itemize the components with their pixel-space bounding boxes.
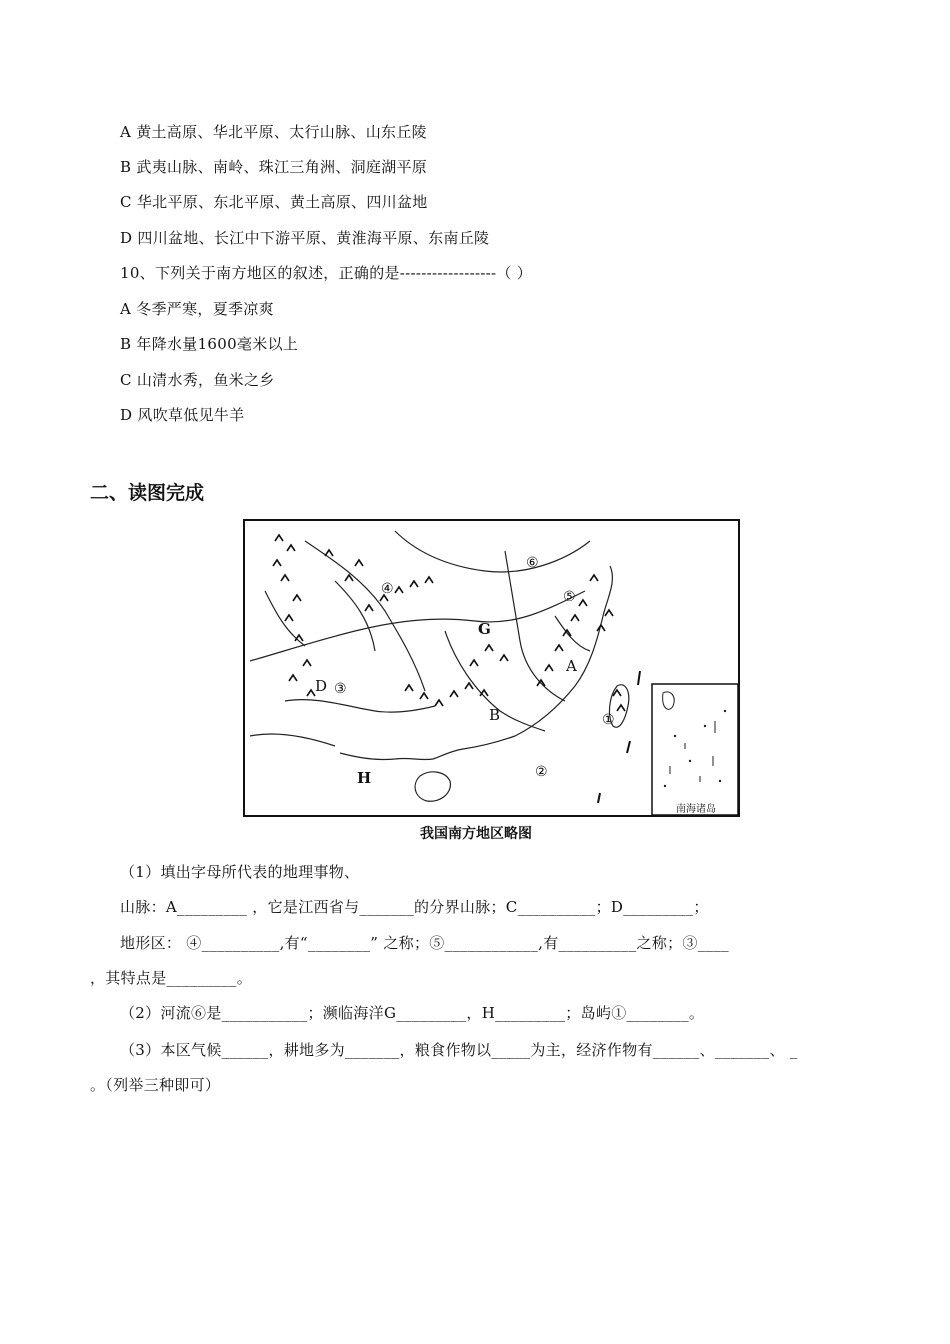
q10-option-b: B 年降水量1600毫米以上 xyxy=(120,335,299,353)
label-3: ③ xyxy=(334,681,347,697)
q9-option-c: C 华北平原、东北平原、黄土高原、四川盆地 xyxy=(120,193,428,211)
label-D: D xyxy=(315,677,328,695)
q3-cont: 。（列举三种即可） xyxy=(90,1076,221,1094)
label-4: ④ xyxy=(381,581,394,597)
q10-option-d: D 风吹草低见牛羊 xyxy=(120,406,245,424)
label-6: ⑥ xyxy=(526,555,539,571)
q10-stem: 10、下列关于南方地区的叙述，正确的是------------------（ ） xyxy=(120,264,533,282)
label-A: A xyxy=(566,657,577,675)
south-china-map xyxy=(243,519,740,817)
section-heading: 二、读图完成 xyxy=(90,482,205,504)
q2: （2）河流⑥是___________；濒临海洋G_________，H_________；岛屿①________。 xyxy=(120,1004,705,1022)
label-5: ⑤ xyxy=(563,589,576,605)
map-caption: 我国南方地区略图 xyxy=(420,826,532,842)
label-B: B xyxy=(489,706,501,724)
q1-terrain: 地形区： ④__________,有“________” 之称；⑤____________,有__________之称；③____ xyxy=(120,934,729,952)
q1-terrain-cont: ，其特点是_________。 xyxy=(90,969,253,987)
q9-option-a: A 黄土高原、华北平原、太行山脉、山东丘陵 xyxy=(120,123,427,141)
label-1: ① xyxy=(602,712,615,728)
q10-option-a: A 冬季严寒，夏季凉爽 xyxy=(120,300,274,318)
q3: （3）本区气候______，耕地多为_______，粮食作物以_____为主，经济作物有______、_______、 _ xyxy=(120,1041,798,1059)
q1-title: （1）填出字母所代表的地理事物、 xyxy=(120,863,360,881)
q9-option-b: B 武夷山脉、南岭、珠江三角洲、洞庭湖平原 xyxy=(120,158,428,176)
q1-mountains: 山脉：A_________ ，它是江西省与_______的分界山脉；C__________；D_________； xyxy=(120,898,709,916)
inset-label: 南海诸岛 xyxy=(676,804,716,815)
label-2: ② xyxy=(535,764,548,780)
hainan-island xyxy=(415,772,450,801)
label-H: H xyxy=(357,769,372,787)
q10-option-c: C 山清水秀，鱼米之乡 xyxy=(120,371,275,389)
label-G: G xyxy=(478,620,491,638)
q9-option-d: D 四川盆地、长江中下游平原、黄淮海平原、东南丘陵 xyxy=(120,229,490,247)
inset-frame xyxy=(652,684,738,815)
map-drawing xyxy=(245,521,738,815)
